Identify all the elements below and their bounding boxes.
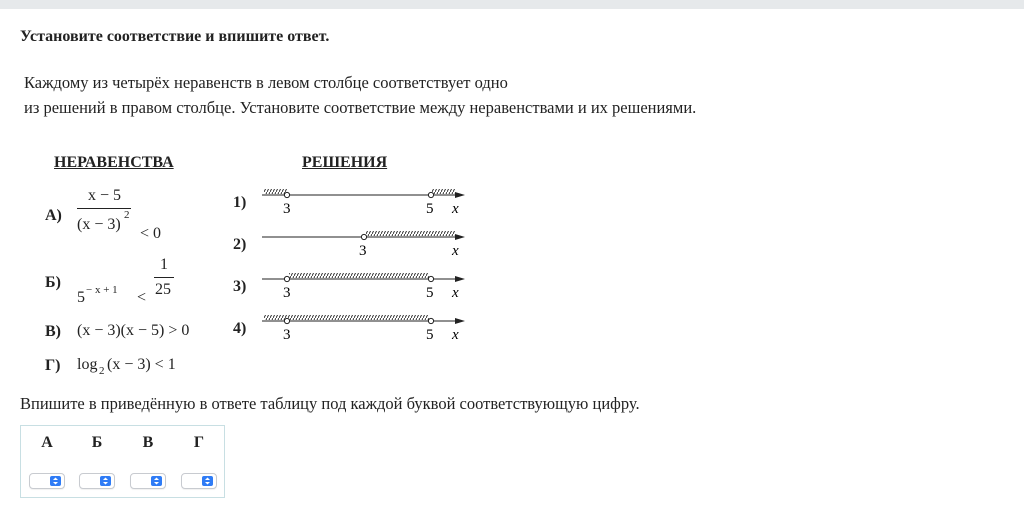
point-5-1	[428, 192, 433, 197]
point-5-3	[428, 276, 433, 281]
top-bar	[0, 0, 1024, 9]
axis-arrow-4	[455, 318, 465, 324]
fraction-numerator-b: 1	[160, 256, 168, 273]
hatch-left-4	[264, 315, 429, 320]
axis-label-1: x	[452, 201, 459, 217]
inequality-label-a: А)	[45, 207, 62, 224]
fraction-denominator-b: 25	[155, 281, 171, 298]
answer-header-b: Б	[91, 434, 103, 451]
hatch-right-1	[431, 189, 455, 194]
point-3-2	[361, 234, 366, 239]
point-3-3	[284, 276, 289, 281]
axis-arrow-2	[455, 234, 465, 240]
log-word-g: log	[77, 356, 98, 373]
select-arrows-icon	[50, 476, 61, 486]
point-3-1	[284, 192, 289, 197]
intro-line-1: Каждому из четырёх неравенств в левом столбце соответствует одно	[24, 73, 508, 92]
axis-arrow-1	[455, 192, 465, 198]
answer-table	[20, 425, 225, 498]
denominator-power-a: 2	[124, 209, 130, 221]
point-5-4	[428, 318, 433, 323]
number-line-4	[262, 315, 465, 343]
inequality-rest-a: < 0	[140, 225, 162, 242]
hatch-right-2	[366, 231, 455, 236]
task-description	[24, 70, 696, 120]
tick-3-1: 3	[283, 201, 291, 217]
fraction-denominator-a: (x − 3)	[77, 216, 121, 233]
relation-b: <	[137, 289, 147, 306]
hatch-left-1	[264, 189, 287, 194]
answer-header-v: В	[142, 434, 154, 451]
column-heading-solutions: РЕШЕНИЯ	[302, 154, 388, 171]
tick-3-3: 3	[283, 285, 291, 301]
log-base-g: 2	[99, 365, 105, 377]
solution-label-2: 2)	[233, 236, 247, 253]
axis-label-3: x	[452, 285, 459, 301]
tick-3-2: 3	[359, 243, 367, 259]
answer-select-b[interactable]	[79, 473, 115, 489]
select-arrows-icon	[202, 476, 213, 486]
answer-select-v[interactable]	[130, 473, 166, 489]
inequality-expr-v: (x − 3)(x − 5) > 0	[77, 322, 190, 339]
axis-label-2: x	[452, 243, 459, 259]
inequality-label-v: В)	[45, 323, 61, 340]
fraction-numerator-a: x − 5	[88, 187, 122, 204]
log-argument-g: (x − 3) < 1	[107, 356, 176, 373]
solution-label-4: 4)	[233, 320, 247, 337]
point-3-4	[284, 318, 289, 323]
number-line-3	[262, 273, 465, 301]
axis-label-4: x	[452, 327, 459, 343]
answer-instruction: Впишите в приведённую в ответе таблицу под каждой буквой соответствующую цифру.	[20, 394, 640, 413]
task-title: Установите соответствие и впишите ответ.	[20, 28, 330, 45]
inequality-label-g: Г)	[45, 357, 61, 374]
number-line-1	[262, 189, 465, 217]
solution-label-1: 1)	[233, 194, 247, 211]
exponent-b: − x + 1	[86, 284, 118, 296]
tick-5-1: 5	[426, 201, 434, 217]
answer-header-g: Г	[193, 434, 205, 451]
fraction-bar-a	[77, 208, 131, 209]
fraction-bar-b	[154, 277, 174, 278]
answer-select-g[interactable]	[181, 473, 217, 489]
number-line-2	[262, 231, 465, 259]
column-heading-inequalities: НЕРАВЕНСТВА	[54, 154, 174, 171]
hatch-middle-3	[289, 273, 429, 278]
select-arrows-icon	[100, 476, 111, 486]
answer-select-a[interactable]	[29, 473, 65, 489]
exponent-base-b: 5	[77, 289, 85, 306]
inequality-label-b: Б)	[45, 274, 61, 291]
select-arrows-icon	[151, 476, 162, 486]
axis-arrow-3	[455, 276, 465, 282]
solution-label-3: 3)	[233, 278, 247, 295]
tick-5-4: 5	[426, 327, 434, 343]
answer-header-a: А	[41, 434, 53, 451]
tick-5-3: 5	[426, 285, 434, 301]
intro-line-2: из решений в правом столбце. Установите соответствие между неравенствами и их решениями.	[24, 98, 697, 117]
tick-3-4: 3	[283, 327, 291, 343]
